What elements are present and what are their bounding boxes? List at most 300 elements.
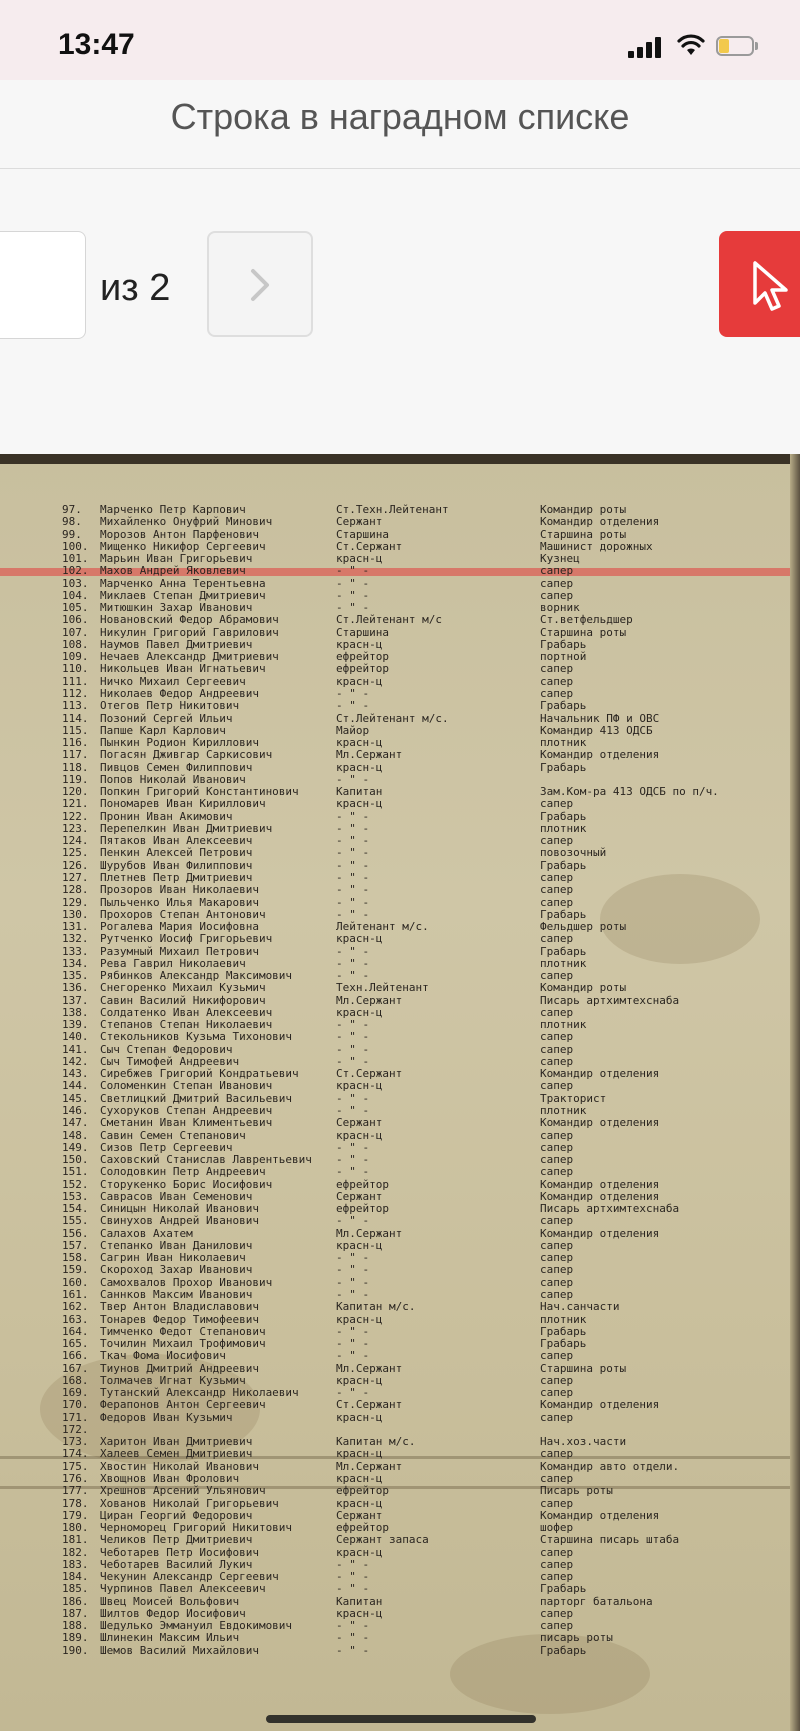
award-list-rows: [0, 504, 800, 1657]
person-name: Ткач Фома Иосифович: [100, 1350, 226, 1363]
wifi-icon: [676, 33, 706, 57]
person-name: Тиунов Дмитрий Андреевич: [100, 1362, 259, 1375]
row-number: 145.: [62, 1091, 89, 1105]
award-list-row[interactable]: [0, 614, 800, 626]
award-list-row[interactable]: [0, 786, 800, 798]
person-name: Морозов Антон Парфенович: [100, 528, 259, 541]
position-title: сапер: [540, 1141, 574, 1154]
award-list-row[interactable]: [0, 1608, 800, 1620]
military-rank: - " -: [336, 1215, 370, 1228]
row-number: 137.: [62, 993, 89, 1007]
row-number: 114.: [62, 711, 89, 725]
position-title: Грабарь: [540, 761, 587, 774]
position-title: сапер: [540, 1276, 574, 1289]
award-list-row[interactable]: [0, 1301, 800, 1313]
person-name: Марченко Анна Терентьевна: [100, 577, 266, 590]
position-title: сапер: [540, 1289, 574, 1301]
row-number: 149.: [62, 1140, 89, 1154]
person-name: Пивцов Семен Филиппович: [100, 761, 253, 774]
military-rank: - " -: [336, 1571, 370, 1584]
person-name: Швец Моисей Вольфович: [100, 1595, 240, 1608]
position-title: Командир отделения: [540, 516, 660, 529]
military-rank: - " -: [336, 957, 370, 970]
row-number: 172.: [62, 1422, 89, 1436]
cursor-pointer-icon: [749, 259, 793, 315]
award-list-row[interactable]: [0, 1130, 800, 1142]
row-number: 151.: [62, 1165, 89, 1179]
position-title: Машинист дорожных: [540, 540, 653, 553]
military-rank: Капитан м/с.: [336, 1301, 416, 1314]
row-number: 160.: [62, 1275, 89, 1289]
military-rank: красн-ц: [336, 1006, 383, 1019]
person-name: Михайленко Онуфрий Минович: [100, 516, 273, 529]
person-name: Синицын Николай Иванович: [100, 1203, 259, 1216]
row-number: 189.: [62, 1631, 89, 1645]
person-name: Твер Антон Владиславович: [100, 1301, 259, 1314]
row-number: 130.: [62, 907, 89, 921]
military-rank: красн-ц: [336, 1448, 383, 1461]
position-title: сапер: [540, 933, 574, 946]
position-title: сапер: [540, 1497, 574, 1510]
row-number: 115.: [62, 723, 89, 737]
person-name: Саховский Станислав Лаврентьевич: [100, 1154, 312, 1167]
row-number: 124.: [62, 834, 89, 848]
military-rank: Старшина: [336, 626, 389, 639]
award-list-row[interactable]: [0, 578, 800, 590]
award-list-row[interactable]: [0, 700, 800, 712]
award-list-row[interactable]: [0, 1264, 800, 1276]
award-list-row[interactable]: [0, 590, 800, 602]
person-name: Марченко Петр Карпович: [100, 504, 246, 516]
award-list-row[interactable]: [0, 1473, 800, 1485]
person-name: Ферапонов Антон Сергеевич: [100, 1399, 266, 1412]
person-name: Прозоров Иван Николаевич: [100, 884, 259, 897]
row-number: 97.: [62, 503, 82, 516]
award-list-row[interactable]: [0, 1277, 800, 1289]
award-list-row[interactable]: [0, 1007, 800, 1019]
award-list-row[interactable]: [0, 1645, 800, 1657]
position-title: Ст.ветфельдшер: [540, 614, 633, 627]
military-rank: - " -: [336, 1620, 370, 1633]
military-rank: - " -: [336, 859, 370, 872]
award-list-row[interactable]: [0, 1203, 800, 1215]
award-list-row[interactable]: [0, 1105, 800, 1117]
award-list-row[interactable]: [0, 1080, 800, 1092]
position-title: Командир отделения: [540, 1399, 660, 1412]
page-number-input[interactable]: [0, 231, 86, 339]
award-list-row[interactable]: [0, 1350, 800, 1362]
row-number: 148.: [62, 1128, 89, 1142]
award-list-row[interactable]: [0, 1166, 800, 1178]
row-number: 150.: [62, 1153, 89, 1167]
row-number: 187.: [62, 1606, 89, 1620]
award-list-row[interactable]: [0, 835, 800, 847]
award-list-row[interactable]: [0, 663, 800, 675]
military-rank: - " -: [336, 1338, 370, 1351]
position-title: сапер: [540, 1031, 574, 1044]
position-title: сапер: [540, 589, 574, 602]
award-list-row[interactable]: [0, 1375, 800, 1387]
position-title: Старшина роты: [540, 626, 627, 639]
award-list-row[interactable]: [0, 676, 800, 688]
award-list-row[interactable]: [0, 602, 800, 614]
military-rank: Ст.Сержант: [336, 1068, 403, 1081]
military-rank: Капитан: [336, 786, 383, 799]
position-title: Кузнец: [540, 553, 580, 566]
row-number: 116.: [62, 736, 89, 750]
military-rank: - " -: [336, 822, 370, 835]
award-list-row[interactable]: [0, 1387, 800, 1399]
position-title: Зам.Ком-ра 413 ОДСБ по п/ч.: [540, 786, 719, 799]
row-number: 184.: [62, 1570, 89, 1584]
person-name: Халеев Семен Дмитриевич: [100, 1448, 253, 1461]
military-rank: красн-ц: [336, 737, 383, 750]
position-title: Грабарь: [540, 859, 587, 872]
page-count-label: из 2: [100, 267, 171, 309]
award-list-row[interactable]: [0, 688, 800, 700]
position-title: Старшина писарь штаба: [540, 1534, 680, 1547]
row-number: 144.: [62, 1079, 89, 1093]
award-list-row[interactable]: [0, 1571, 800, 1583]
position-title: Писарь роты: [540, 1485, 613, 1498]
award-list-row[interactable]: [0, 847, 800, 859]
row-number: 178.: [62, 1496, 89, 1510]
row-number: 146.: [62, 1104, 89, 1118]
award-list-row[interactable]: [0, 1215, 800, 1227]
award-list-row[interactable]: [0, 921, 800, 933]
person-name: Солдатенко Иван Алексеевич: [100, 1006, 273, 1019]
military-rank: ефрейтор: [336, 651, 389, 664]
award-list-row[interactable]: [0, 823, 800, 835]
row-number: 182.: [62, 1545, 89, 1559]
row-number: 134.: [62, 956, 89, 970]
award-list-row[interactable]: [0, 651, 800, 663]
award-list-row[interactable]: [0, 946, 800, 958]
person-name: Плетнев Петр Дмитриевич: [100, 871, 253, 884]
military-rank: - " -: [336, 810, 370, 823]
position-title: Грабарь: [540, 638, 587, 651]
person-name: Шурубов Иван Филиппович: [100, 859, 253, 872]
person-name: Мищенко Никифор Сергеевич: [100, 540, 266, 553]
military-rank: Мл.Сержант: [336, 1227, 403, 1240]
award-list-row[interactable]: [0, 933, 800, 945]
award-list-row[interactable]: [0, 1289, 800, 1301]
award-list-row[interactable]: [0, 1179, 800, 1191]
row-number: 125.: [62, 846, 89, 860]
award-list-row[interactable]: [0, 909, 800, 921]
position-title: сапер: [540, 835, 574, 848]
position-title: сапер: [540, 970, 574, 983]
award-list-row[interactable]: [0, 798, 800, 810]
award-list-row[interactable]: [0, 1510, 800, 1522]
award-list-row[interactable]: [0, 872, 800, 884]
person-name: Отегов Петр Никитович: [100, 700, 240, 713]
military-rank: красн-ц: [336, 638, 383, 651]
person-name: Ничко Михаил Сергеевич: [100, 675, 246, 688]
person-name: Пенкин Алексей Петрович: [100, 847, 253, 860]
award-list-row[interactable]: [0, 713, 800, 725]
award-list-row[interactable]: [0, 1448, 800, 1460]
military-rank: Мл.Сержант: [336, 749, 403, 762]
position-title: Командир отделения: [540, 749, 660, 762]
award-list-row[interactable]: [0, 639, 800, 651]
military-rank: ефрейтор: [336, 1203, 389, 1216]
person-name: Пронин Иван Акимович: [100, 810, 233, 823]
person-name: Погасян Дживгар Саркисович: [100, 749, 273, 762]
military-rank: красн-ц: [336, 1374, 383, 1387]
award-list-row[interactable]: [0, 860, 800, 872]
row-number: 169.: [62, 1386, 89, 1400]
row-number: 135.: [62, 969, 89, 983]
award-list-row[interactable]: [0, 541, 800, 553]
status-time: 13:47: [58, 28, 135, 61]
military-rank: красн-ц: [336, 1411, 383, 1424]
row-number: 142.: [62, 1054, 89, 1068]
row-number: 161.: [62, 1288, 89, 1301]
person-name: Салахов Ахатем: [100, 1227, 193, 1240]
person-name: Пятаков Иван Алексеевич: [100, 835, 253, 848]
person-name: Сухоруков Степан Андреевич: [100, 1105, 273, 1118]
award-list-row[interactable]: [0, 529, 800, 541]
award-list-row[interactable]: [0, 958, 800, 970]
award-list-row[interactable]: [0, 1547, 800, 1559]
military-rank: - " -: [336, 687, 370, 700]
position-title: сапер: [540, 1546, 574, 1559]
person-name: Хвощнов Иван Фролович: [100, 1472, 240, 1485]
military-rank: - " -: [336, 1092, 370, 1105]
position-title: сапер: [540, 1043, 574, 1056]
position-title: сапер: [540, 1006, 574, 1019]
row-number: 175.: [62, 1459, 89, 1473]
row-number: 108.: [62, 637, 89, 651]
award-list-row[interactable]: [0, 1596, 800, 1608]
position-title: сапер: [540, 1472, 574, 1485]
award-list-row[interactable]: [0, 1019, 800, 1031]
row-number: 113.: [62, 699, 89, 713]
battery-icon: [716, 36, 760, 58]
position-title: Командир роты: [540, 982, 627, 995]
military-rank: - " -: [336, 835, 370, 848]
military-rank: Ст.Лейтенант м/с.: [336, 712, 449, 725]
person-name: Митюшкин Захар Иванович: [100, 602, 253, 615]
position-title: сапер: [540, 1571, 574, 1584]
row-number: 139.: [62, 1018, 89, 1032]
award-list-row[interactable]: [0, 553, 800, 565]
award-list-row[interactable]: [0, 737, 800, 749]
military-rank: Сержант запаса: [336, 1534, 429, 1547]
military-rank: Ст.Лейтенант м/с: [336, 614, 442, 627]
award-list-row[interactable]: [0, 1044, 800, 1056]
row-number: 117.: [62, 748, 89, 762]
position-title: Грабарь: [540, 945, 587, 958]
position-title: Писарь артхимтехснаба: [540, 1203, 680, 1216]
award-list-row[interactable]: [0, 811, 800, 823]
award-list-row[interactable]: [0, 1252, 800, 1264]
row-number: 107.: [62, 625, 89, 639]
military-rank: - " -: [336, 1141, 370, 1154]
award-list-row[interactable]: [0, 1056, 800, 1068]
military-rank: ефрейтор: [336, 1522, 389, 1535]
position-title: сапер: [540, 1154, 574, 1167]
military-rank: Капитан: [336, 1595, 383, 1608]
row-number: 111.: [62, 674, 89, 688]
military-rank: красн-ц: [336, 1313, 383, 1326]
person-name: Перепелкин Иван Дмитриевич: [100, 822, 273, 835]
person-name: Свинухов Андрей Иванович: [100, 1215, 259, 1228]
award-list-row[interactable]: [0, 1620, 800, 1632]
person-name: Саврасов Иван Семенович: [100, 1190, 253, 1203]
military-rank: Старшина: [336, 528, 389, 541]
military-rank: Ст.Сержант: [336, 1399, 403, 1412]
award-list-row[interactable]: [0, 774, 800, 786]
award-list-row[interactable]: [0, 1534, 800, 1546]
position-title: Командир 413 ОДСБ: [540, 724, 653, 737]
military-rank: - " -: [336, 1558, 370, 1571]
person-name: Никулин Григорий Гаврилович: [100, 626, 279, 639]
award-list-row[interactable]: [0, 762, 800, 774]
row-number: 163.: [62, 1312, 89, 1326]
award-list-row[interactable]: [0, 1326, 800, 1338]
position-title: ворник: [540, 602, 580, 615]
row-number: 159.: [62, 1263, 89, 1277]
person-name: Тимченко Федот Степанович: [100, 1325, 266, 1338]
award-list-row[interactable]: [0, 1117, 800, 1129]
military-rank: Капитан м/с.: [336, 1436, 416, 1449]
military-rank: - " -: [336, 1583, 370, 1596]
award-list-row[interactable]: [0, 1522, 800, 1534]
award-list-row[interactable]: [0, 1093, 800, 1105]
military-rank: - " -: [336, 577, 370, 590]
military-rank: - " -: [336, 1387, 370, 1400]
page-title: Строка в наградном списке: [170, 96, 630, 137]
award-list-row[interactable]: [0, 565, 800, 577]
award-list-row[interactable]: [0, 1314, 800, 1326]
award-list-row[interactable]: [0, 1031, 800, 1043]
scanned-document[interactable]: [0, 454, 800, 1731]
position-title: сапер: [540, 1215, 574, 1228]
military-rank: - " -: [336, 773, 370, 786]
position-title: сапер: [540, 1607, 574, 1620]
position-title: Фельдшер роты: [540, 921, 627, 934]
row-number: 190.: [62, 1643, 89, 1657]
position-title: сапер: [540, 1055, 574, 1068]
scan-edge: [790, 454, 800, 1731]
award-list-row[interactable]: [0, 1461, 800, 1473]
position-title: сапер: [540, 1129, 574, 1142]
award-list-row[interactable]: [0, 749, 800, 761]
award-list-row[interactable]: [0, 1559, 800, 1571]
military-rank: Сержант: [336, 516, 383, 529]
row-number: 101.: [62, 552, 89, 566]
position-title: сапер: [540, 1620, 574, 1633]
award-list-row[interactable]: [0, 516, 800, 528]
row-number: 131.: [62, 920, 89, 934]
military-rank: ефрейтор: [336, 1485, 389, 1498]
military-rank: - " -: [336, 1105, 370, 1118]
row-number: 174.: [62, 1447, 89, 1461]
award-list-row[interactable]: [0, 627, 800, 639]
row-number: 156.: [62, 1226, 89, 1240]
row-number: 136.: [62, 981, 89, 995]
military-rank: - " -: [336, 1031, 370, 1044]
position-title: сапер: [540, 1374, 574, 1387]
person-name: Пынкин Родион Кириллович: [100, 737, 259, 750]
award-list-row[interactable]: [0, 1363, 800, 1375]
person-name: Скороход Захар Иванович: [100, 1264, 253, 1277]
award-list-row[interactable]: [0, 1436, 800, 1448]
award-list-row[interactable]: [0, 1583, 800, 1595]
row-number: 168.: [62, 1373, 89, 1387]
award-list-row[interactable]: [0, 1338, 800, 1350]
military-rank: - " -: [336, 700, 370, 713]
military-rank: - " -: [336, 1289, 370, 1301]
person-name: Хованов Николай Григорьевич: [100, 1497, 279, 1510]
person-name: Тонарев Федор Тимофеевич: [100, 1313, 259, 1326]
award-list-row[interactable]: [0, 884, 800, 896]
person-name: Степанов Степан Николаевич: [100, 1019, 273, 1032]
award-list-row[interactable]: [0, 504, 800, 516]
award-list-row[interactable]: [0, 1412, 800, 1424]
position-title: Грабарь: [540, 810, 587, 823]
row-number: 173.: [62, 1435, 89, 1449]
row-number: 133.: [62, 944, 89, 958]
military-rank: красн-ц: [336, 1129, 383, 1142]
row-number: 157.: [62, 1238, 89, 1252]
select-row-button[interactable]: [719, 231, 800, 337]
military-rank: - " -: [336, 602, 370, 615]
person-name: Сагрин Иван Николаевич: [100, 1252, 246, 1265]
person-name: Попов Николай Иванович: [100, 773, 246, 786]
person-name: Папше Карл Карлович: [100, 724, 226, 737]
military-rank: Сержант: [336, 1509, 383, 1522]
person-name: Саннков Максим Иванович: [100, 1289, 253, 1301]
award-list-row[interactable]: [0, 1632, 800, 1644]
award-list-row[interactable]: [0, 1068, 800, 1080]
award-list-row[interactable]: [0, 970, 800, 982]
award-list-row[interactable]: [0, 1154, 800, 1166]
person-name: Савин Семен Степанович: [100, 1129, 246, 1142]
award-list-row[interactable]: [0, 1142, 800, 1154]
position-title: Грабарь: [540, 908, 587, 921]
award-list-row[interactable]: [0, 1424, 800, 1436]
military-rank: - " -: [336, 1632, 370, 1645]
position-title: плотник: [540, 822, 587, 835]
award-list-row[interactable]: [0, 1191, 800, 1203]
award-list-row[interactable]: [0, 1228, 800, 1240]
award-list-row[interactable]: [0, 725, 800, 737]
person-name: Хрешнов Арсений Ульянович: [100, 1485, 266, 1498]
award-list-row[interactable]: [0, 897, 800, 909]
position-title: Писарь артхимтехснаба: [540, 994, 680, 1007]
award-list-row[interactable]: [0, 1485, 800, 1497]
row-number: 106.: [62, 613, 89, 627]
person-name: Снегоренко Михаил Кузьмич: [100, 982, 266, 995]
row-number: 154.: [62, 1202, 89, 1216]
person-name: Тутанский Александр Николаевич: [100, 1387, 299, 1400]
award-list-row[interactable]: [0, 1399, 800, 1411]
award-list-row[interactable]: [0, 982, 800, 994]
row-number: 165.: [62, 1337, 89, 1351]
position-title: портной: [540, 651, 587, 664]
row-number: 186.: [62, 1594, 89, 1608]
position-title: парторг батальона: [540, 1595, 653, 1608]
row-number: 158.: [62, 1251, 89, 1265]
award-list-row[interactable]: [0, 1498, 800, 1510]
next-page-button[interactable]: [207, 231, 313, 337]
award-list-row[interactable]: [0, 995, 800, 1007]
award-list-row[interactable]: [0, 1240, 800, 1252]
military-rank: - " -: [336, 1019, 370, 1032]
